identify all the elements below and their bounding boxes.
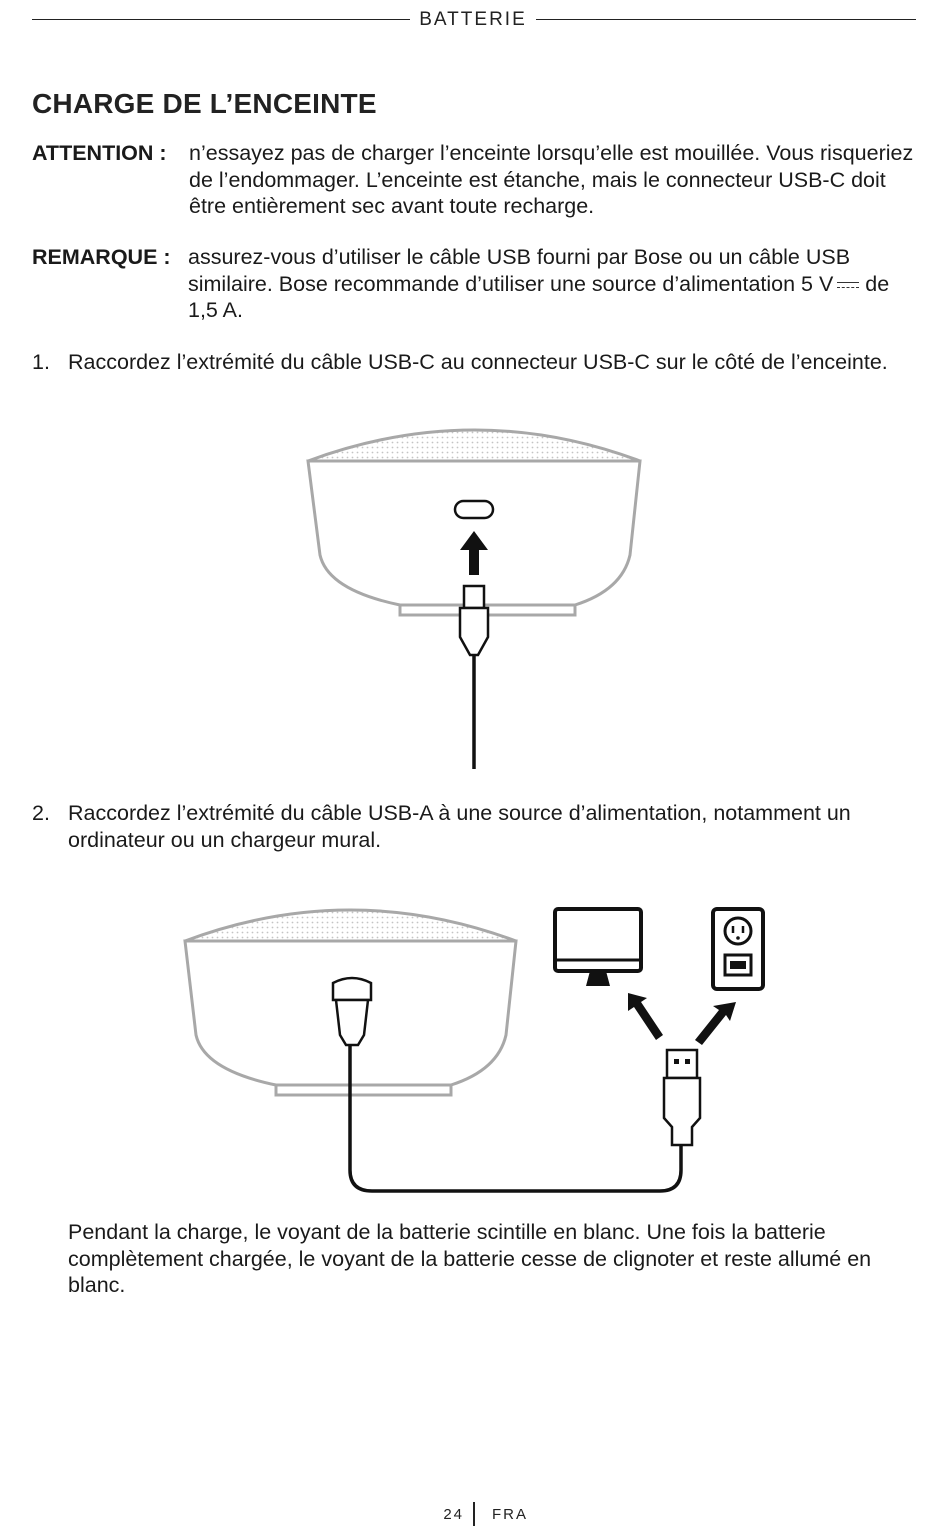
usb-c-plug-icon: [460, 586, 488, 655]
dc-symbol-icon: [837, 280, 859, 290]
page-footer: [0, 1500, 950, 1530]
usb-a-plug-icon: [664, 1050, 700, 1145]
page-number: 24: [443, 1506, 464, 1523]
section-title: BATTERIE: [419, 9, 527, 30]
arrow-to-computer-icon: [628, 993, 663, 1040]
page-title: CHARGE DE L’ENCEINTE: [32, 88, 377, 119]
language-code: FRA: [492, 1506, 528, 1523]
charging-description: Pendant la charge, le voyant de la batterie scintille en blanc. Une fois la batterie complètement chargée, le voyant de la batterie cesse de clignoter et reste allumé en blanc.: [68, 1220, 872, 1297]
section-header: [32, 6, 916, 34]
step-number: 1.: [32, 350, 50, 374]
step-text: Raccordez l’extrémité du câble USB-A à une source d’alimentation, notamment un ordinateur ou un chargeur mural.: [68, 801, 851, 852]
step-text: Raccordez l’extrémité du câble USB-C au connecteur USB-C sur le côté de l’enceinte.: [68, 350, 888, 374]
wall-outlet-icon: [713, 909, 763, 989]
remark-text: [188, 244, 918, 324]
header-rule-right: [536, 19, 916, 20]
remark-text-after: de 1,5 A.: [188, 271, 890, 322]
attention-text: n’essayez pas de charger l’enceinte lorsqu’elle est mouillée. Vous risqueriez de l’endommager. L’enceinte est étanche, mais le connecteur USB-C doit être entièrement sec avant toute recharge.: [189, 141, 914, 218]
footer-divider: [473, 1502, 475, 1526]
computer-monitor-icon: [555, 909, 641, 986]
figure-usb-c-connection: [300, 415, 650, 775]
remark-text-before: assurez-vous d’utiliser le câble USB fourni par Bose ou un câble USB similaire. Bose recommande d’utiliser une source d’alimentation 5 V: [188, 245, 851, 296]
remark-label: REMARQUE :: [32, 245, 171, 269]
figure-usb-a-connection: [180, 895, 780, 1200]
attention-label: ATTENTION :: [32, 141, 167, 165]
step-number: 2.: [32, 801, 50, 825]
header-rule-left: [32, 19, 410, 20]
arrow-to-outlet-icon: [695, 1002, 736, 1045]
usb-c-port-icon: [455, 501, 493, 518]
